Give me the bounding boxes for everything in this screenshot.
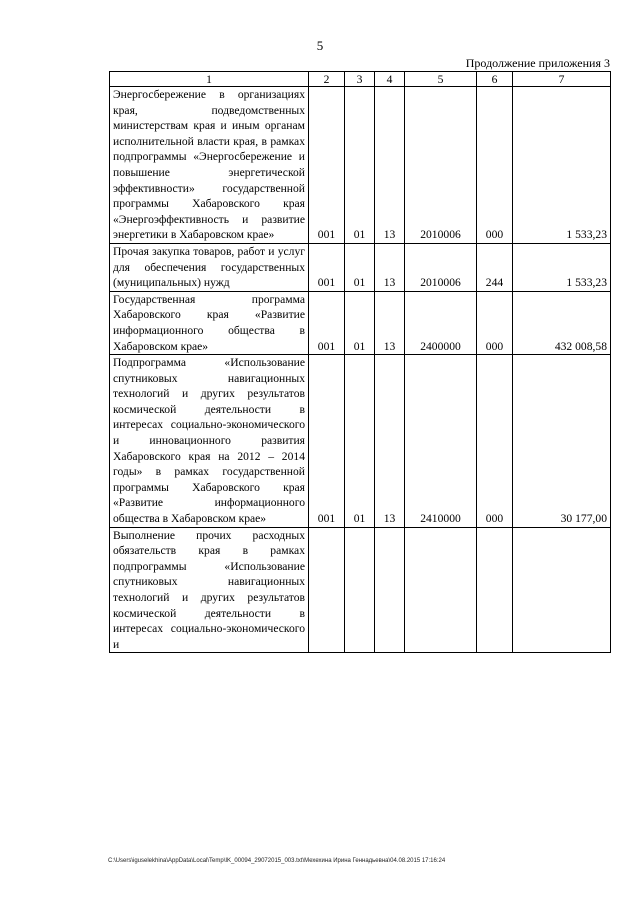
row-section-cell: 01: [345, 243, 375, 291]
continuation-label: Продолжение приложения 3: [465, 56, 610, 70]
row-target-article-cell: [405, 527, 477, 653]
file-path-footer: C:\Users\iguselekhina\AppData\Local\Temp\IK_00094_29072015_003.txt\Мехехина Ирина Геннадьевна\04.08.2015 17:16:24: [108, 858, 446, 864]
row-subsection-cell: 13: [375, 355, 405, 528]
table-row: [110, 87, 611, 244]
header-cell-5: 5: [405, 72, 477, 87]
row-subsection-cell: 13: [375, 87, 405, 244]
row-expense-type-cell: 000: [477, 87, 513, 244]
row-target-article-cell: 2410000: [405, 355, 477, 528]
row-target-article-cell: 2010006: [405, 243, 477, 291]
row-name-cell: Прочая закупка товаров, работ и услуг для обеспечения государственных (муниципальных) нужд: [110, 243, 309, 291]
row-expense-type-cell: 244: [477, 243, 513, 291]
appendix-table: [109, 71, 611, 653]
row-section-cell: [345, 527, 375, 653]
row-code-cell: 001: [309, 243, 345, 291]
row-expense-type-cell: 000: [477, 291, 513, 354]
row-name-cell: Выполнение прочих расходных обязательств края в рамках подпрограммы «Использование спутниковых навигационных технологий и других результатов космической деятельности в интересах социально-экономического и: [110, 527, 309, 653]
table-row: [110, 527, 611, 653]
row-amount-cell: 1 533,23: [513, 243, 611, 291]
row-code-cell: [309, 527, 345, 653]
header-cell-7: 7: [513, 72, 611, 87]
row-amount-cell: 30 177,00: [513, 355, 611, 528]
row-name-cell: Государственная программа Хабаровского края «Развитие информационного общества в Хабаровском крае»: [110, 291, 309, 354]
row-target-article-cell: 2010006: [405, 87, 477, 244]
table-row: [110, 291, 611, 354]
row-amount-cell: [513, 527, 611, 653]
row-subsection-cell: [375, 527, 405, 653]
page-number: 5: [316, 38, 324, 53]
row-subsection-cell: 13: [375, 291, 405, 354]
header-row: [110, 72, 611, 87]
row-section-cell: 01: [345, 355, 375, 528]
table-row: [110, 243, 611, 291]
row-amount-cell: 1 533,23: [513, 87, 611, 244]
row-section-cell: 01: [345, 87, 375, 244]
header-cell-4: 4: [375, 72, 405, 87]
row-section-cell: 01: [345, 291, 375, 354]
row-name-cell: Подпрограмма «Использование спутниковых навигационных технологий и других результатов космической деятельности в интересах социально-экономического и инновационного развития Хабаровского края на 2012 – 2014 годы» в рамках государственной программы Хабаровского края «Развитие информационного общества в Хабаровском крае»: [110, 355, 309, 528]
row-code-cell: 001: [309, 291, 345, 354]
header-cell-1: 1: [110, 72, 309, 87]
row-subsection-cell: 13: [375, 243, 405, 291]
row-amount-cell: 432 008,58: [513, 291, 611, 354]
header-cell-2: 2: [309, 72, 345, 87]
header-cell-3: 3: [345, 72, 375, 87]
header-cell-6: 6: [477, 72, 513, 87]
row-expense-type-cell: [477, 527, 513, 653]
row-expense-type-cell: 000: [477, 355, 513, 528]
row-code-cell: 001: [309, 87, 345, 244]
row-name-cell: Энергосбережение в организациях края, подведомственных министерствам края и иным органам исполнительной власти края, в рамках подпрограммы «Энергосбережение и повышение энергетической эффективности» государственной программы Хабаровского края «Энергоэффективность и развитие энергетики в Хабаровском крае»: [110, 87, 309, 244]
row-code-cell: 001: [309, 355, 345, 528]
table-row: [110, 355, 611, 528]
row-target-article-cell: 2400000: [405, 291, 477, 354]
